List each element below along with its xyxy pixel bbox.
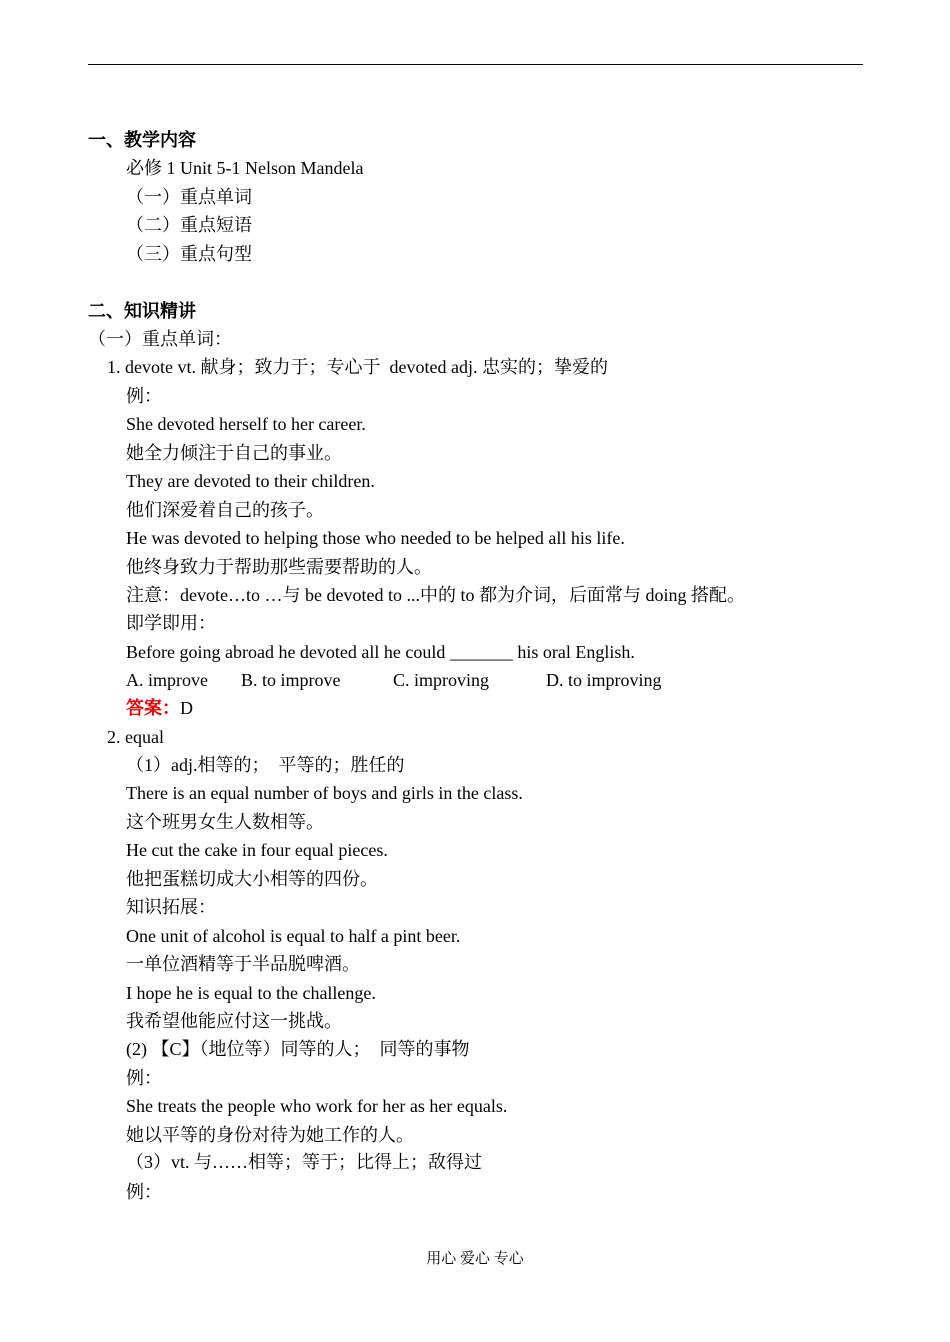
header-rule	[88, 64, 863, 65]
extension-label: 知识拓展：	[126, 897, 216, 917]
meaning-2: (2) 【C】（地位等）同等的人； 同等的事物	[126, 1039, 470, 1059]
option-b: B. to improve	[241, 670, 341, 690]
example-en: He was devoted to helping those who needed to be helped all his life.	[126, 528, 625, 548]
meaning-1: （1）adj.相等的； 平等的；胜任的	[126, 755, 405, 775]
practice-label: 即学即用：	[126, 613, 216, 633]
example-en: She devoted herself to her career.	[126, 414, 366, 434]
section2-heading: 二、知识精讲	[88, 301, 196, 321]
answer-label: 答案：	[126, 698, 180, 718]
example-zh: 她全力倾注于自己的事业。	[126, 443, 342, 463]
example-label: 例：	[126, 1068, 162, 1088]
answer-line	[126, 697, 193, 719]
example-en: One unit of alcohol is equal to half a pint beer.	[126, 926, 461, 946]
option-c: C. improving	[393, 670, 490, 690]
example-zh: 他终身致力于帮助那些需要帮助的人。	[126, 557, 432, 577]
word1-title: 1. devote vt. 献身；致力于；专心于 devoted adj. 忠实的；挚爱的	[107, 357, 608, 377]
word2-title: 2. equal	[107, 727, 164, 747]
example-zh: 他把蛋糕切成大小相等的四份。	[126, 869, 378, 889]
example-en: He cut the cake in four equal pieces.	[126, 840, 388, 860]
example-zh: 他们深爱着自己的孩子。	[126, 500, 324, 520]
example-en: I hope he is equal to the challenge.	[126, 983, 376, 1003]
content-item-2: （二）重点短语	[126, 215, 252, 235]
section1-heading: 一、教学内容	[88, 130, 196, 150]
example-label: 例：	[126, 1182, 162, 1202]
example-label: 例：	[126, 386, 162, 406]
example-zh: 这个班男女生人数相等。	[126, 812, 324, 832]
option-a: A. improve	[126, 670, 208, 690]
example-zh: 我希望他能应付这一挑战。	[126, 1011, 342, 1031]
page-footer: 用心 爱心 专心	[426, 1251, 524, 1267]
example-en: She treats the people who work for her as her equals.	[126, 1096, 508, 1116]
practice-question: Before going abroad he devoted all he could _______ his oral English.	[126, 642, 635, 662]
example-en: They are devoted to their children.	[126, 471, 375, 491]
subsection-heading: （一）重点单词：	[88, 329, 232, 349]
content-item-1: （一）重点单词	[126, 187, 252, 207]
option-d: D. to improving	[546, 670, 662, 690]
usage-note: 注意：devote…to …与 be devoted to ...中的 to 都为介词，后面常与 doing 搭配。	[126, 585, 745, 605]
course-title: 必修 1 Unit 5-1 Nelson Mandela	[126, 158, 364, 178]
content-item-3: （三）重点句型	[126, 244, 252, 264]
example-zh: 她以平等的身份对待为她工作的人。	[126, 1125, 414, 1145]
example-zh: 一单位酒精等于半品脱啤酒。	[126, 954, 360, 974]
answer-value: D	[180, 698, 193, 718]
meaning-3: （3）vt. 与……相等；等于；比得上；敌得过	[126, 1152, 482, 1172]
example-en: There is an equal number of boys and girls in the class.	[126, 783, 523, 803]
